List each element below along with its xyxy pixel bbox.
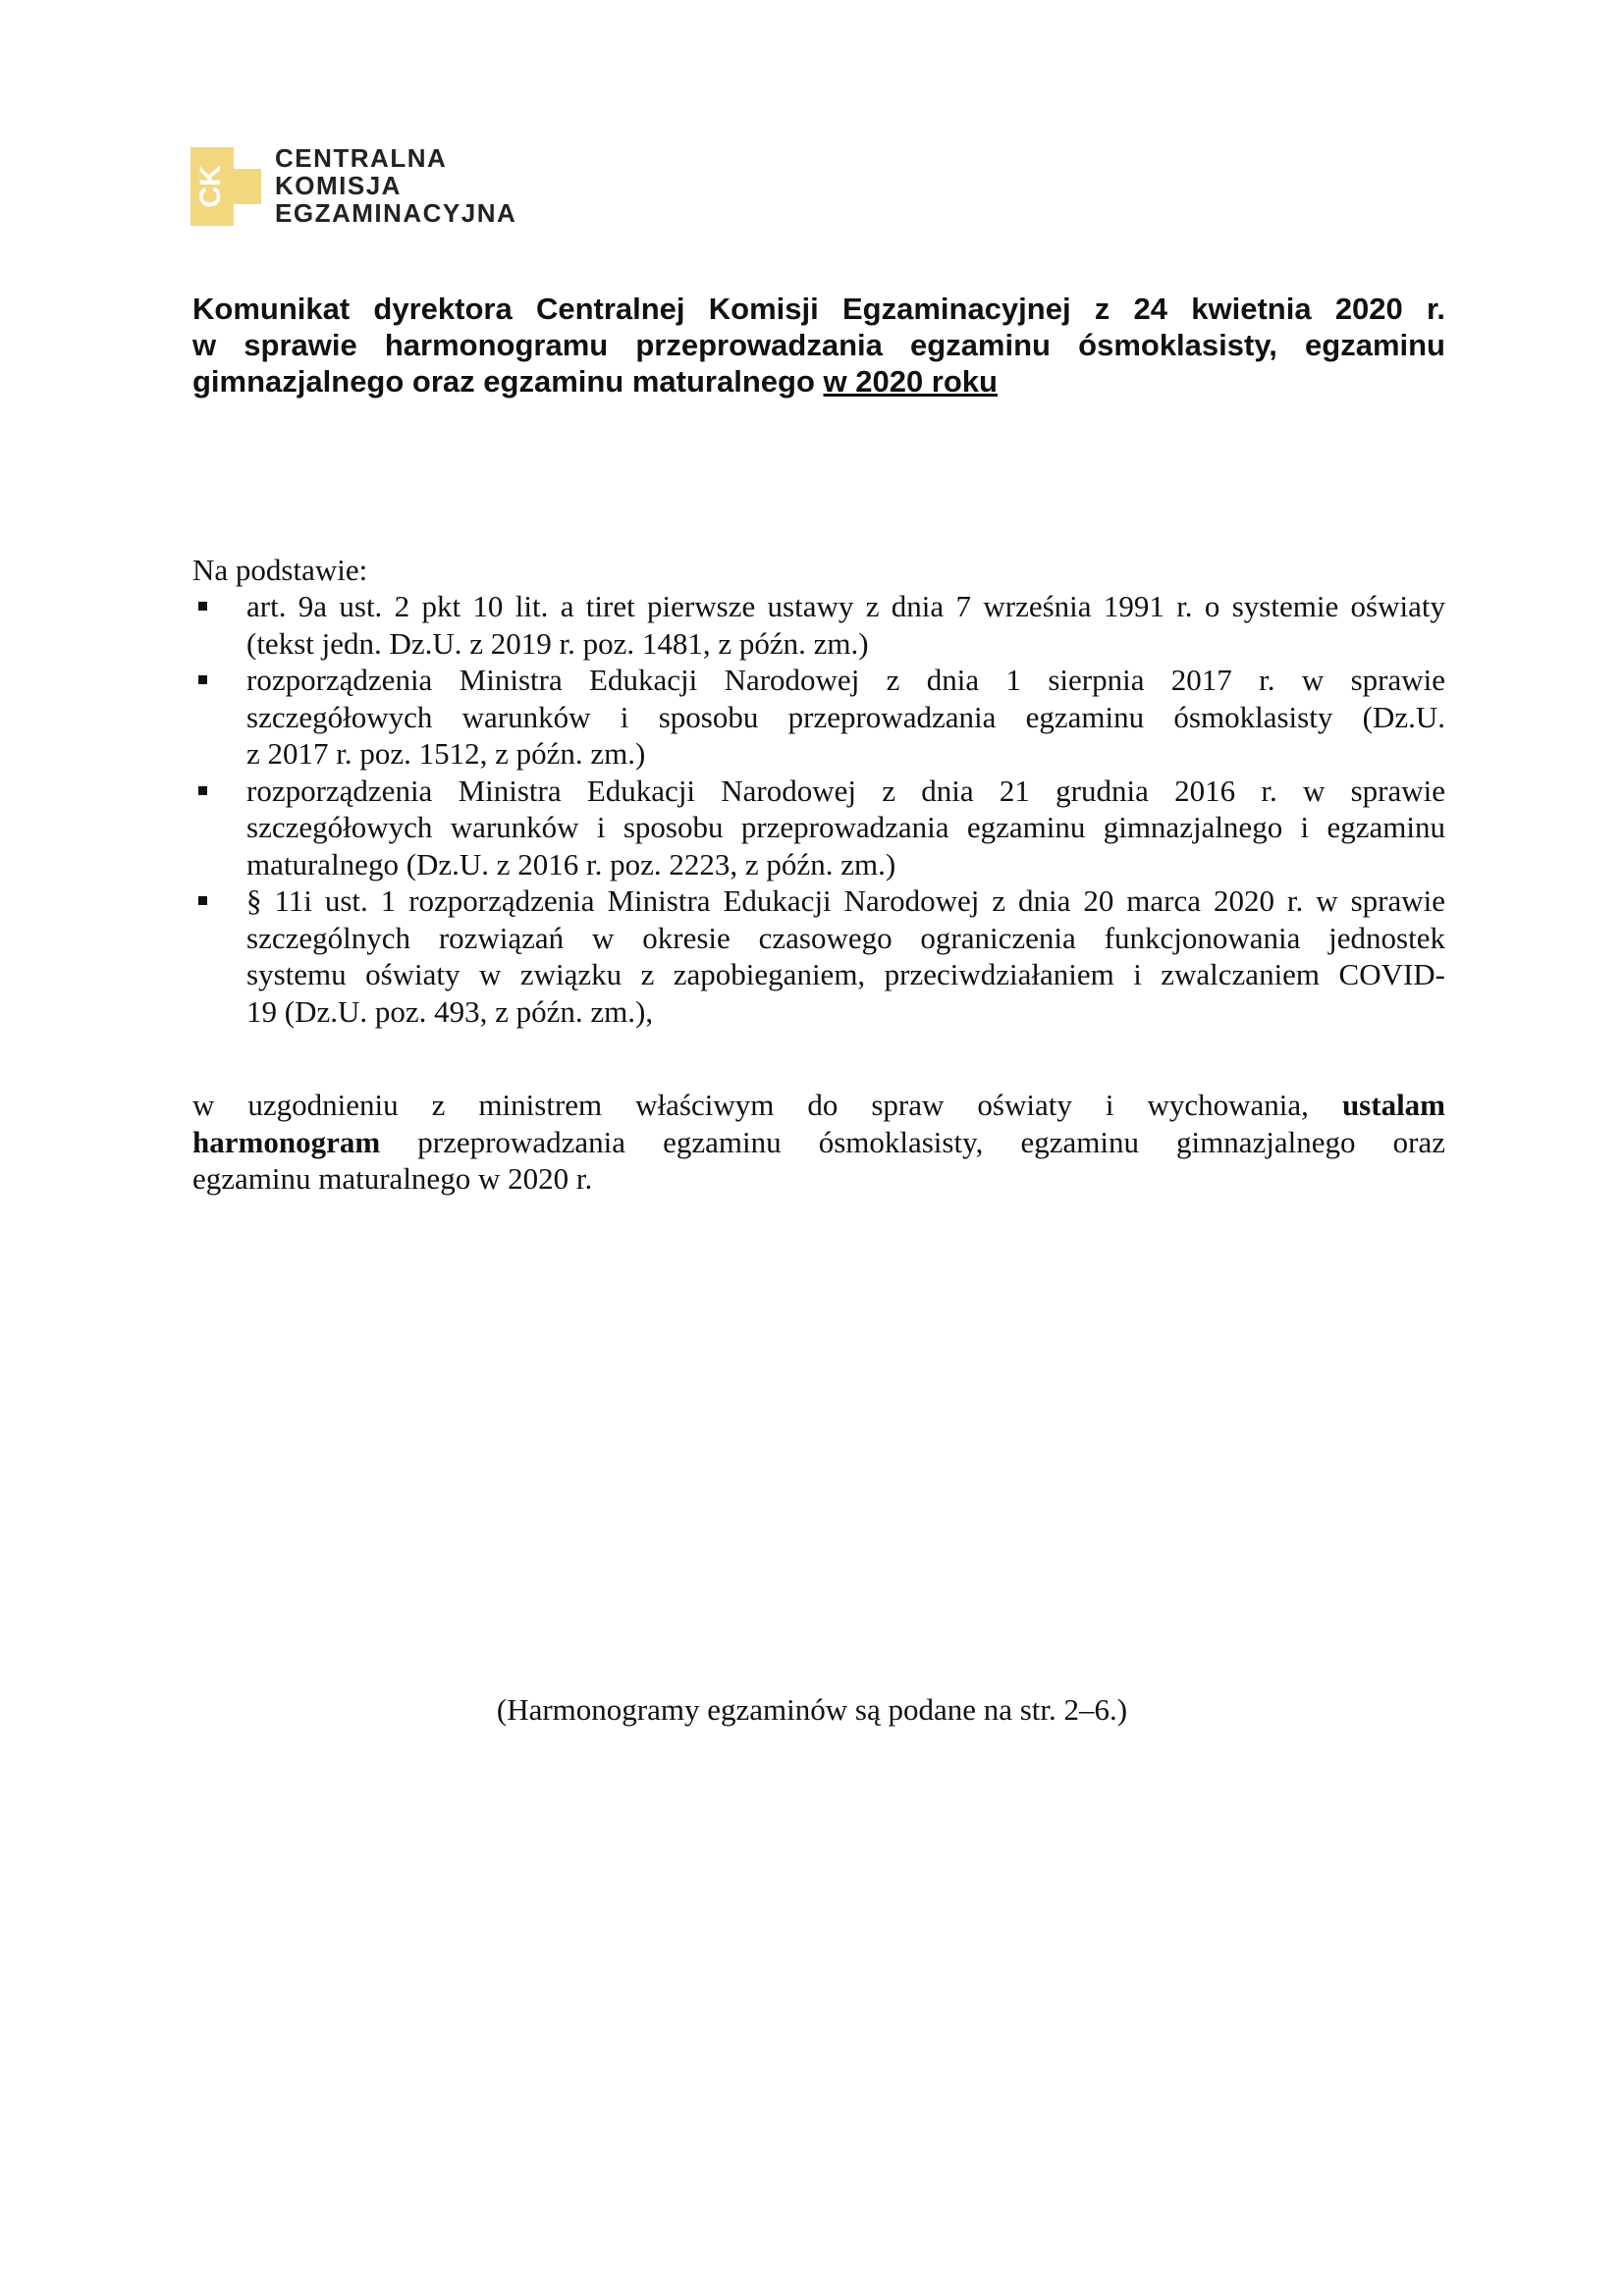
list-item-line: 19 (Dz.U. poz. 493, z późn. zm.), (246, 993, 654, 1029)
decision-line-1-text: w uzgodnieniu z ministrem właściwym do spraw oświaty i wychowania, (192, 1088, 1309, 1122)
bullet-icon (198, 675, 207, 684)
cke-logo-wordmark (275, 144, 516, 227)
title-line-3-prefix: gimnazjalnego oraz egzaminu maturalnego (192, 364, 824, 399)
title-line-2: w sprawie harmonogramu przeprowadzania egzaminu ósmoklasisty, egzaminu (192, 328, 1445, 362)
list-item (192, 662, 1445, 773)
title-line-3 (192, 363, 1445, 400)
list-item-line: systemu oświaty w związku z zapobieganiem, przeciwdziałaniem i zwalczaniem COVID- (246, 957, 1445, 991)
decision-line-2 (192, 1124, 1445, 1161)
list-item-line: (tekst jedn. Dz.U. z 2019 r. poz. 1481, z późn. zm.) (246, 625, 869, 661)
title-line-1: Komunikat dyrektora Centralnej Komisji Egzaminacyjnej z 24 kwietnia 2020 r. (192, 292, 1445, 326)
list-item (192, 882, 1445, 1030)
cke-logo (190, 143, 517, 228)
decision-paragraph (192, 1087, 1445, 1198)
document-title (192, 291, 1445, 400)
list-item-line: szczegółowych warunków i sposobu przeprowadzania egzaminu ósmoklasisty (Dz.U. (246, 699, 1445, 734)
cke-logo-mark-text: CK (193, 165, 227, 208)
list-item-line: rozporządzenia Ministra Edukacji Narodowej z dnia 21 grudnia 2016 r. w sprawie (246, 773, 1445, 808)
decision-bold-harmonogram: harmonogram (192, 1124, 381, 1159)
bullet-icon (198, 786, 207, 795)
bullet-icon (198, 896, 207, 905)
title-year-underlined: w 2020 roku (823, 364, 998, 399)
list-item-line: szczególnych rozwiązań w okresie czasowego ograniczenia funkcjonowania jednostek (246, 920, 1445, 955)
bullet-icon (198, 602, 207, 611)
list-item-line: szczegółowych warunków i sposobu przeprowadzania egzaminu gimnazjalnego i egzaminu (246, 810, 1445, 844)
list-item (192, 773, 1445, 883)
list-item-line: z 2017 r. poz. 1512, z późn. zm.) (246, 736, 646, 771)
decision-line-3: egzaminu maturalnego w 2020 r. (192, 1161, 593, 1196)
list-item-line: art. 9a ust. 2 pkt 10 lit. a tiret pierwsze ustawy z dnia 7 września 1991 r. o systemie oświaty (246, 589, 1445, 623)
logo-line-2: KOMISJA (275, 171, 402, 200)
decision-bold-ustalam: ustalam (1341, 1088, 1446, 1122)
footer-note: (Harmonogramy egzaminów są podane na str. 2–6.) (496, 1692, 1128, 1727)
list-item-line: maturalnego (Dz.U. z 2016 r. poz. 2223, z późn. zm.) (246, 846, 896, 881)
decision-line-1 (192, 1087, 1445, 1124)
cke-logo-mark (190, 147, 261, 226)
legal-basis-list (192, 588, 1445, 1030)
list-item (192, 588, 1445, 662)
logo-line-1: CENTRALNA (275, 143, 448, 173)
list-item-line: § 11i ust. 1 rozporządzenia Ministra Edukacji Narodowej z dnia 20 marca 2020 r. w sprawie (246, 883, 1445, 918)
decision-line-2-text: przeprowadzania egzaminu ósmoklasisty, egzaminu gimnazjalnego oraz (380, 1124, 1445, 1159)
list-item-line: rozporządzenia Ministra Edukacji Narodowej z dnia 1 sierpnia 2017 r. w sprawie (246, 663, 1445, 697)
intro-text: Na podstawie: (192, 553, 368, 587)
logo-line-3: EGZAMINACYJNA (275, 198, 517, 228)
